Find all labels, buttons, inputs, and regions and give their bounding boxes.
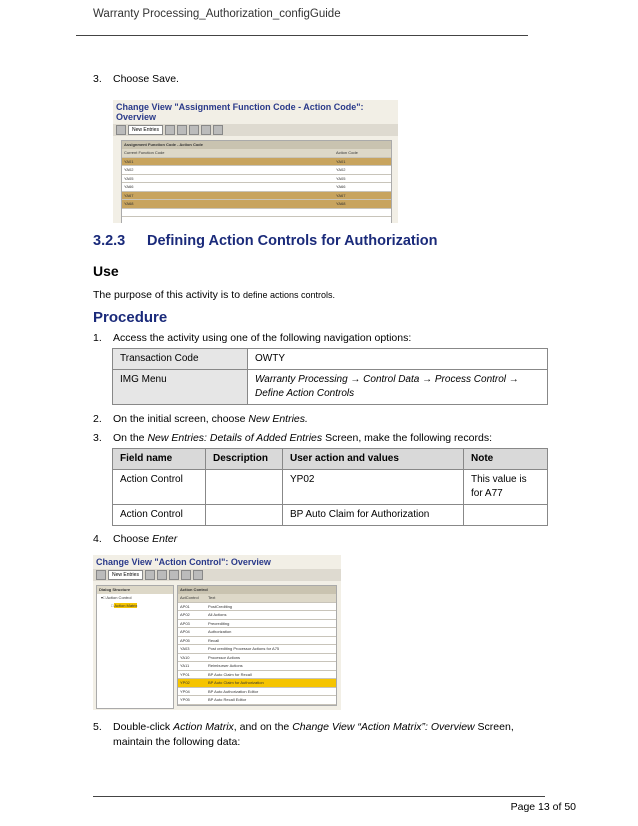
- grid-cell: Processor Actions: [208, 654, 241, 660]
- grid-cell: YP05: [180, 697, 190, 702]
- section-heading: [93, 233, 438, 249]
- grid-cell: BP Auto Recall Editor: [208, 697, 247, 702]
- section-title: Defining Action Controls for Authorization: [147, 233, 438, 249]
- edit-icon[interactable]: [96, 570, 106, 580]
- step-5: 5. Double-click Action Matrix, and on the Change View “Action Matrix”: Overview Screen,: [93, 721, 514, 733]
- table-row[interactable]: [122, 192, 391, 201]
- col-actcontrol: ActControl: [180, 595, 199, 600]
- table-row[interactable]: [178, 671, 336, 680]
- new-entries-button[interactable]: New Entries: [128, 125, 163, 135]
- step-text: Choose Save.: [113, 73, 179, 85]
- step-4-enter: Enter: [152, 533, 178, 545]
- step-number: 3.: [93, 73, 102, 85]
- col-action-code: Action Code: [336, 150, 358, 155]
- action-control-grid: [177, 585, 337, 706]
- cell-note: [464, 505, 548, 526]
- table-row: [113, 505, 548, 526]
- step-2-new-entries: New Entries.: [248, 413, 308, 425]
- grid-cell: AP04: [180, 629, 190, 634]
- deselect-icon[interactable]: [193, 570, 203, 580]
- toolbar: [93, 569, 341, 581]
- grid-cell: Reimburser Actions: [208, 663, 243, 668]
- grid-cell: BP Auto Claim for Authorization: [208, 680, 264, 685]
- dialog-structure-tree: [96, 585, 174, 709]
- table-row[interactable]: [178, 654, 336, 663]
- grid-header-row: [178, 594, 336, 603]
- navigation-options-table: [112, 348, 548, 405]
- grid-cell: [122, 217, 334, 223]
- grid-cell: YA02: [124, 167, 134, 172]
- page-number: Page 13 of 50: [510, 801, 576, 813]
- step-4: 4. Choose Enter: [93, 533, 178, 545]
- grid-cell: YA05: [124, 175, 134, 181]
- step-1-text: Access the activity using one of the following navigation options:: [113, 332, 412, 344]
- table-row[interactable]: [178, 645, 336, 654]
- step-5-text-e: Screen,: [474, 721, 514, 733]
- step-4-text: Choose: [113, 533, 153, 545]
- table-row[interactable]: [178, 679, 336, 688]
- grid-cell: YA66: [336, 184, 346, 189]
- step-1: 1. Access the activity using one of the following navigation options:: [93, 332, 412, 344]
- cell-field-name: Action Control: [113, 470, 206, 505]
- table-row[interactable]: [178, 637, 336, 646]
- grid-cell: BP Auto Claim for Recall: [208, 671, 252, 677]
- grid-cell: YA05: [336, 175, 346, 181]
- table-row[interactable]: [122, 200, 391, 209]
- cell-user-action: BP Auto Claim for Authorization: [283, 505, 464, 526]
- tree-item-action-control[interactable]: [97, 594, 173, 602]
- table-row[interactable]: [122, 175, 391, 184]
- records-table: [112, 448, 548, 526]
- screenshot-action-control: [93, 555, 341, 710]
- img-menu-label: IMG Menu: [113, 370, 248, 405]
- delete-icon[interactable]: [157, 570, 167, 580]
- table-row[interactable]: [178, 620, 336, 629]
- grid-cell: YA67: [124, 192, 134, 198]
- cell-field-name: Action Control: [113, 505, 206, 526]
- tree-item-label: Action Control: [106, 595, 132, 600]
- step-3-choose-save: [93, 72, 179, 86]
- section-number: 3.2.3: [93, 233, 126, 249]
- grid-cell: YP04: [180, 688, 190, 694]
- tree-header: Dialog Structure: [97, 586, 173, 594]
- step-3-screen-name: New Entries: Details of Added Entries: [147, 432, 323, 444]
- step-5-screen-name: Change View “Action Matrix”: Overview: [292, 721, 475, 733]
- grid-cell: Precrediting: [208, 620, 230, 626]
- undo-icon[interactable]: [169, 570, 179, 580]
- use-heading: Use: [93, 263, 119, 279]
- document-header: Warranty Processing_Authorization_configGuide: [93, 8, 341, 20]
- grid-cell: YA67: [336, 192, 346, 198]
- header-field-name: Field name: [113, 449, 206, 470]
- screenshot-assignment-function-code: [113, 100, 398, 223]
- grid-cell: [334, 217, 386, 223]
- col-current-function-code: Current Function Code: [124, 150, 165, 155]
- copy-icon[interactable]: [145, 570, 155, 580]
- cell-description: [206, 470, 283, 505]
- grid-cell: BP Auto Authorization Editor: [208, 688, 259, 694]
- step-5-text-a: Double-click: [113, 721, 174, 733]
- grid-cell: YA03: [180, 646, 190, 651]
- table-row[interactable]: [178, 611, 336, 620]
- step-3: 3. On the New Entries: Details of Added Entries Screen, make the following records:: [93, 432, 492, 444]
- grid-header-row: [122, 149, 391, 158]
- step-2: 2. On the initial screen, choose New Entries.: [93, 413, 308, 425]
- grid-cell: AP03: [180, 620, 190, 626]
- grid-cell: YA68: [336, 201, 346, 206]
- table-row[interactable]: [122, 209, 391, 218]
- grid-cell: Authorization: [208, 629, 232, 634]
- use-text-b: define actions controls.: [242, 290, 336, 300]
- use-text: [93, 285, 335, 303]
- assignment-grid: [121, 140, 392, 223]
- cell-note: This value is for A77: [464, 470, 548, 505]
- grid-cell: PostCrediting: [208, 603, 233, 609]
- grid-cell: YA01: [336, 158, 346, 164]
- grid-cell: Post crediting Processor Actions for A75: [208, 646, 280, 651]
- grid-cell: [122, 209, 334, 217]
- tree-item-label: Action Matrix: [114, 603, 138, 608]
- header-description: Description: [206, 449, 283, 470]
- footer-divider: [93, 796, 545, 797]
- header-note: Note: [464, 449, 548, 470]
- deselect-icon[interactable]: [213, 125, 223, 135]
- grid-title: Action Control: [178, 586, 336, 594]
- header-divider: [76, 35, 528, 36]
- table-row[interactable]: [178, 662, 336, 671]
- cell-description: [206, 505, 283, 526]
- grid-cell: Recall: [208, 637, 220, 643]
- folder-open-icon: ▾□: [101, 595, 106, 600]
- table-row[interactable]: [122, 217, 391, 223]
- table-row[interactable]: [122, 183, 391, 192]
- table-row[interactable]: [178, 603, 336, 612]
- col-text: Text: [208, 595, 216, 600]
- edit-icon[interactable]: [116, 125, 126, 135]
- grid-cell: YA01: [124, 158, 134, 164]
- img-menu-path: [248, 370, 548, 405]
- screen-title: Change View "Action Control": Overview: [93, 555, 341, 569]
- use-text-a: The purpose of this activity is to: [93, 289, 243, 301]
- grid-cell: YP02: [180, 680, 190, 685]
- cell-user-action: YP02: [283, 470, 464, 505]
- grid-title: Assignment Function Code - Action Code: [122, 141, 391, 149]
- grid-cell: AP05: [180, 637, 190, 643]
- header-user-action: User action and values: [283, 449, 464, 470]
- step-3-text-a: On the: [113, 432, 148, 444]
- table-row[interactable]: [178, 628, 336, 637]
- step-5-text-c: , and on the: [233, 721, 293, 733]
- grid-cell: All Actions: [208, 612, 227, 617]
- table-row[interactable]: [122, 158, 391, 167]
- grid-cell: YA02: [336, 167, 346, 172]
- procedure-heading: Procedure: [93, 309, 168, 326]
- table-row[interactable]: [122, 166, 391, 175]
- table-row[interactable]: [178, 696, 336, 705]
- undo-icon[interactable]: [189, 125, 199, 135]
- step-3-text-c: Screen, make the following records:: [322, 432, 492, 444]
- grid-cell: YA10: [180, 654, 190, 660]
- copy-icon[interactable]: [165, 125, 175, 135]
- tcode-label: Transaction Code: [113, 349, 248, 370]
- select-all-icon[interactable]: [201, 125, 211, 135]
- folder-icon: □: [111, 603, 114, 608]
- tree-item-action-matrix[interactable]: [97, 602, 173, 610]
- new-entries-button[interactable]: New Entries: [108, 570, 143, 580]
- grid-cell: YA68: [124, 201, 134, 206]
- table-row: [113, 470, 548, 505]
- grid-cell: [334, 209, 386, 217]
- grid-cell: AP02: [180, 612, 190, 617]
- step-2-text: On the initial screen, choose: [113, 413, 249, 425]
- img-menu-path-line2: Define Action Controls: [255, 388, 355, 399]
- delete-icon[interactable]: [177, 125, 187, 135]
- grid-cell: YA66: [124, 184, 134, 189]
- tcode-value: OWTY: [248, 349, 548, 370]
- grid-cell: AP01: [180, 603, 190, 609]
- select-all-icon[interactable]: [181, 570, 191, 580]
- table-row[interactable]: [178, 688, 336, 697]
- grid-cell: YP01: [180, 671, 190, 677]
- records-header-row: [113, 449, 548, 470]
- screen-title: Change View "Assignment Function Code - Action Code": Overview: [113, 100, 398, 124]
- img-menu-path-line1: Warranty Processing → Control Data → Process Control →: [255, 374, 519, 385]
- step-5-action-matrix: Action Matrix: [173, 721, 234, 733]
- grid-cell: YA11: [180, 663, 190, 668]
- step-5-continued: maintain the following data:: [113, 736, 241, 748]
- toolbar: [113, 124, 398, 136]
